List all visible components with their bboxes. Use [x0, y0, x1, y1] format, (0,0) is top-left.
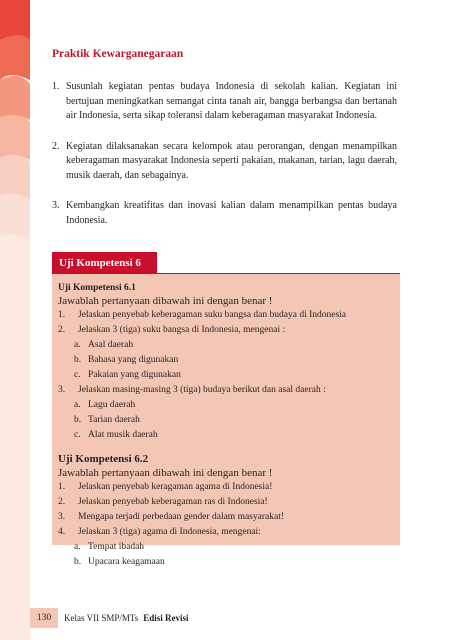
- section-title: Uji Kompetensi 6.1: [58, 283, 136, 293]
- item-text: Kembangkan kreatifitas dan inovasi kalian dalam menampilkan pentas budaya Indonesia.: [66, 200, 397, 226]
- sub-text: Pakaian yang digunakan: [88, 370, 181, 380]
- question-list: [58, 480, 394, 570]
- question-text: Jelaskan penyebab keberagaman suku bangsa dan budaya di Indonesia: [78, 310, 347, 320]
- question-item: [58, 510, 394, 525]
- sub-text: Tarian daerah: [88, 415, 140, 425]
- sub-item: [74, 398, 394, 413]
- question-list: [58, 308, 394, 443]
- footer-edition-label: Edisi Revisi: [143, 613, 189, 623]
- question-text: Jelaskan 3 (tiga) agama di Indonesia, mengenai:: [78, 527, 261, 537]
- praktik-item: [52, 80, 397, 124]
- sub-item: [74, 353, 394, 368]
- footer-class-label: Kelas VII SMP/MTs: [64, 613, 139, 623]
- sub-letter: c.: [74, 430, 81, 440]
- uji-kompetensi-header: Uji Kompetensi 6: [52, 252, 157, 274]
- sub-list: [74, 398, 394, 443]
- sub-letter: b.: [74, 557, 82, 567]
- question-number: 2.: [58, 325, 66, 335]
- sub-item: [74, 338, 394, 353]
- sub-item: [74, 540, 394, 555]
- item-number: 1.: [52, 81, 60, 92]
- section-title: Uji Kompetensi 6.2: [58, 453, 149, 465]
- question-number: 3.: [58, 512, 66, 522]
- sub-list: [74, 338, 394, 383]
- section-instruction: Jawablah pertanyaan dibawah ini dengan benar !: [58, 295, 273, 307]
- question-number: 2.: [58, 497, 66, 507]
- question-text: Jelaskan penyebab keragaman agama di Indonesia!: [78, 482, 273, 492]
- sub-letter: a.: [74, 340, 81, 350]
- sub-letter: b.: [74, 415, 82, 425]
- praktik-item: [52, 199, 397, 228]
- question-item: [58, 480, 394, 495]
- praktik-item: [52, 140, 397, 184]
- sub-item: [74, 413, 394, 428]
- section-instruction: Jawablah pertanyaan dibawah ini dengan benar !: [58, 467, 273, 479]
- praktik-title: Praktik Kewarganegaraan: [52, 48, 184, 60]
- side-decoration: [0, 0, 30, 640]
- page-number: 130: [30, 608, 58, 628]
- sub-item: [74, 368, 394, 383]
- question-item: [58, 383, 394, 443]
- question-number: 4.: [58, 527, 66, 537]
- item-number: 2.: [52, 140, 60, 152]
- sub-text: Lagu daerah: [88, 400, 136, 410]
- sub-list: [74, 540, 394, 570]
- sub-letter: c.: [74, 370, 81, 380]
- item-text: Susunlah kegiatan pentas budaya Indonesia di sekolah kalian. Kegiatan ini bertujuan meningkatkan semangat cinta tanah air, bangga berbangsa dan bertanah air Indonesia, serta sikap toleransi dalam keberagaman masyarakat Indonesia.: [66, 81, 397, 121]
- sub-text: Bahasa yang digunakan: [88, 355, 179, 365]
- sub-letter: b.: [74, 355, 82, 365]
- sub-text: Tempat ibadah: [88, 542, 145, 552]
- decorative-shapes: [0, 0, 30, 640]
- sub-text: Alat musik daerah: [88, 430, 158, 440]
- sub-item: [74, 555, 394, 570]
- praktik-list: [52, 80, 397, 244]
- question-text: Jelaskan penyebab keberagaman ras di Indonesia!: [78, 497, 268, 507]
- item-number: 3.: [52, 200, 60, 211]
- uji-kompetensi-box: [52, 274, 400, 567]
- sub-text: Upacara keagamaan: [88, 557, 165, 567]
- sub-text: Asal daerah: [88, 340, 134, 350]
- sub-letter: a.: [74, 542, 81, 552]
- item-text: Kegiatan dilaksanakan secara kelompok atau perorangan, dengan menampilkan keberagaman masyarakat Indonesia seperti pakaian, makanan, tarian, lagu daerah, musik daerah, dan sebagainya.: [66, 140, 397, 181]
- question-number: 3.: [58, 385, 66, 395]
- question-item: [58, 323, 394, 383]
- page-footer: [30, 608, 188, 628]
- question-text: Jelaskan masing-masing 3 (tiga) budaya berikut dan asal daerah :: [78, 385, 326, 395]
- question-number: 1.: [58, 482, 66, 492]
- question-item: [58, 495, 394, 510]
- question-item: [58, 525, 394, 570]
- question-text: Jelaskan 3 (tiga) suku bangsa di Indonesia, mengenai :: [78, 325, 286, 335]
- question-item: [58, 308, 394, 323]
- sub-item: [74, 428, 394, 443]
- sub-letter: a.: [74, 400, 81, 410]
- question-text: Mengapa terjadi perbedaan gender dalam masyarakat!: [78, 512, 284, 522]
- question-number: 1.: [58, 310, 66, 320]
